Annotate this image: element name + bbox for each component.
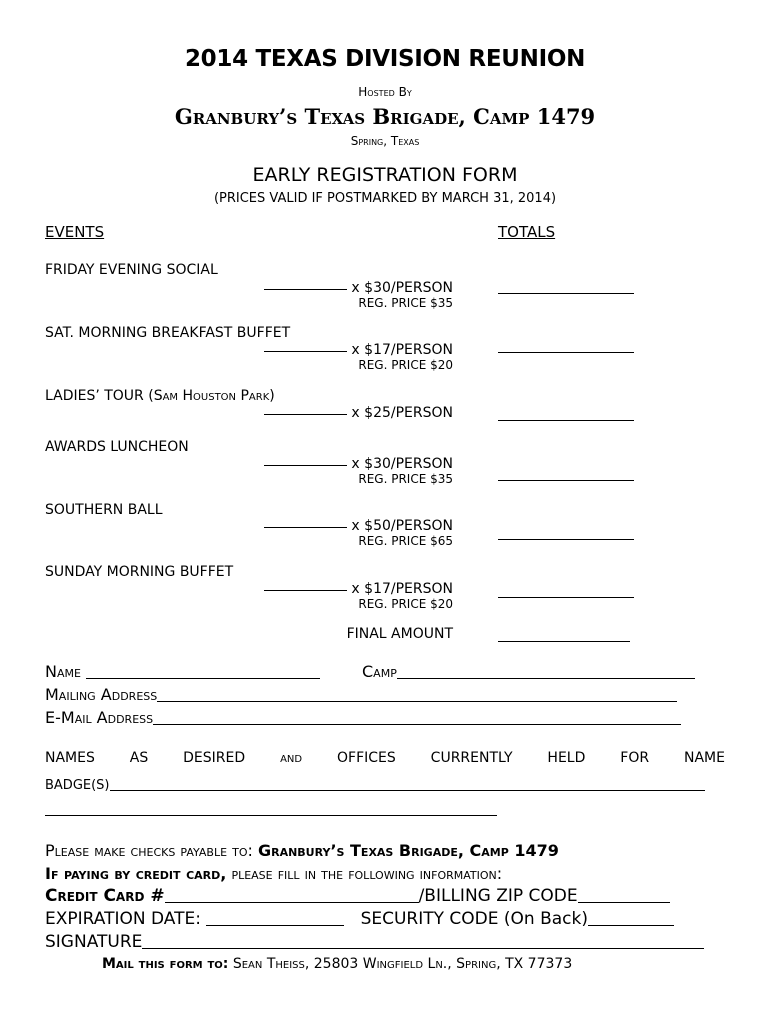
event-regular-price: REG. PRICE $20	[358, 358, 453, 372]
email-input[interactable]	[153, 710, 681, 725]
event-total-line[interactable]	[498, 352, 634, 353]
mailing-address-input[interactable]	[157, 687, 677, 702]
event-regular-price: REG. PRICE $35	[358, 472, 453, 486]
quantity-blank[interactable]	[264, 590, 347, 591]
expiration-input[interactable]	[206, 911, 344, 926]
badges-input-line-2[interactable]	[45, 815, 497, 816]
form-title: EARLY REGISTRATION FORM	[252, 164, 518, 186]
credit-card-input[interactable]	[165, 888, 419, 903]
credit-card-label: Credit Card #	[45, 886, 165, 906]
signature-label: SIGNATURE	[45, 932, 143, 952]
event-name: SAT. MORNING BREAKFAST BUFFET	[45, 325, 291, 341]
event-price: x $50/PERSON	[264, 518, 453, 534]
mailing-address-field	[45, 685, 677, 704]
expiration-label: EXPIRATION DATE:	[45, 909, 201, 929]
event-total-line[interactable]	[498, 597, 634, 598]
location: Spring, Texas	[350, 134, 420, 148]
event-price: x $30/PERSON	[264, 456, 453, 472]
events-header: EVENTS	[45, 223, 105, 241]
quantity-blank[interactable]	[264, 465, 347, 466]
expiration-row	[45, 909, 674, 929]
host-organization: Granbury’s Texas Brigade, Camp 1479	[174, 104, 596, 129]
totals-header: TOTALS	[498, 223, 556, 241]
event-name: LADIES’ TOUR (Sam Houston Park)	[45, 388, 275, 404]
credit-card-instruction: If paying by credit card, please fill in the following information:	[45, 864, 503, 883]
camp-field	[362, 662, 695, 681]
badges-field	[45, 778, 705, 793]
signature-row	[45, 932, 704, 952]
credit-card-row	[45, 886, 670, 906]
event-total-line[interactable]	[498, 293, 634, 294]
event-price: x $30/PERSON	[264, 280, 453, 296]
security-code-label: SECURITY CODE (On Back)	[360, 909, 589, 929]
zip-input[interactable]	[578, 888, 670, 903]
final-amount-line[interactable]	[498, 641, 630, 642]
event-total-line[interactable]	[498, 539, 634, 540]
event-total-line[interactable]	[498, 480, 634, 481]
mailing-instruction: Mail this form to: Sean Theiss, 25803 Wingfield Ln., Spring, TX 77373	[102, 956, 573, 972]
name-label: Name	[45, 662, 81, 681]
email-label: E-Mail Address	[45, 708, 154, 727]
zip-label: /BILLING ZIP CODE	[418, 886, 578, 906]
checks-payable: Please make checks payable to: Granbury’s Texas Brigade, Camp 1479	[45, 841, 559, 860]
page-title: 2014 TEXAS DIVISION REUNION	[184, 46, 586, 72]
quantity-blank[interactable]	[264, 414, 347, 415]
event-name: AWARDS LUNCHEON	[45, 439, 189, 455]
quantity-blank[interactable]	[264, 289, 347, 290]
event-price: x $17/PERSON	[264, 581, 453, 597]
email-field	[45, 708, 681, 727]
event-name: FRIDAY EVENING SOCIAL	[45, 262, 218, 278]
hosted-by: Hosted By	[358, 85, 412, 99]
quantity-blank[interactable]	[264, 527, 347, 528]
badges-input[interactable]	[110, 778, 705, 791]
signature-input[interactable]	[142, 934, 704, 949]
event-name: SUNDAY MORNING BUFFET	[45, 564, 234, 580]
event-regular-price: REG. PRICE $35	[358, 296, 453, 310]
name-field	[45, 662, 320, 681]
event-regular-price: REG. PRICE $20	[358, 597, 453, 611]
security-code-input[interactable]	[588, 911, 674, 926]
badges-label: BADGE(S)	[45, 778, 110, 793]
name-input[interactable]	[86, 664, 320, 679]
price-validity: (PRICES VALID IF POSTMARKED BY MARCH 31, 2014)	[213, 191, 557, 206]
quantity-blank[interactable]	[264, 351, 347, 352]
event-price: x $17/PERSON	[264, 342, 453, 358]
camp-label: Camp	[362, 662, 397, 681]
badge-instruction: NAMES AS DESIRED and OFFICES CURRENTLY HELD FOR NAME	[45, 750, 725, 766]
mailing-address-label: Mailing Address	[45, 685, 158, 704]
event-regular-price: REG. PRICE $65	[358, 534, 453, 548]
event-price: x $25/PERSON	[264, 405, 453, 421]
event-name: SOUTHERN BALL	[45, 502, 163, 518]
event-total-line[interactable]	[498, 420, 634, 421]
final-amount-label: FINAL AMOUNT	[346, 626, 453, 642]
camp-input[interactable]	[397, 664, 695, 679]
